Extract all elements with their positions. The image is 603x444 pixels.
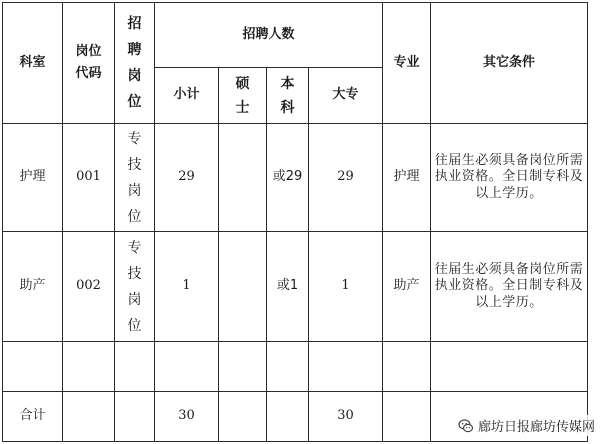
- cell-master: [219, 124, 267, 232]
- cell-subtotal: 29: [155, 124, 219, 232]
- cell-bachelor: 或29: [267, 124, 309, 232]
- cell-college: 1: [309, 232, 383, 342]
- wechat-icon: [458, 418, 474, 434]
- cell-post: 专技岗位: [115, 124, 155, 232]
- cell-post: 专技岗位: [115, 232, 155, 342]
- header-dept: 科室: [3, 3, 63, 124]
- header-post: 招聘岗位: [115, 3, 155, 124]
- table-row: [3, 232, 588, 342]
- cell-dept: 护理: [3, 124, 63, 232]
- header-college: 大专: [309, 68, 383, 124]
- cell-code: 001: [63, 124, 115, 232]
- header-bachelor: 本科: [267, 68, 309, 124]
- header-code: 岗位代码: [63, 3, 115, 124]
- cell-master: [219, 232, 267, 342]
- table-row-empty: [3, 342, 588, 392]
- header-other: 其它条件: [431, 3, 588, 124]
- cell-subtotal: 1: [155, 232, 219, 342]
- cell-other: 往届生必须具备岗位所需执业资格。全日制专科及以上学历。: [431, 124, 588, 232]
- header-subtotal: 小计: [155, 68, 219, 124]
- cell-college: 29: [309, 124, 383, 232]
- header-recruit-count: 招聘人数: [155, 3, 383, 68]
- watermark-text: 廊坊日报廊坊传媒网: [477, 420, 595, 435]
- header-master: 硕士: [219, 68, 267, 124]
- total-subtotal: 30: [155, 392, 219, 442]
- total-label: 合计: [3, 392, 63, 442]
- cell-other: 往届生必须具备岗位所需执业资格。全日制专科及以上学历。: [431, 232, 588, 342]
- recruitment-table: [2, 2, 588, 442]
- cell-major: 护理: [383, 124, 431, 232]
- watermark: [456, 415, 597, 436]
- total-college: 30: [309, 392, 383, 442]
- cell-dept: 助产: [3, 232, 63, 342]
- cell-bachelor: 或1: [267, 232, 309, 342]
- header-major: 专业: [383, 3, 431, 124]
- cell-code: 002: [63, 232, 115, 342]
- cell-major: 助产: [383, 232, 431, 342]
- table-row: [3, 124, 588, 232]
